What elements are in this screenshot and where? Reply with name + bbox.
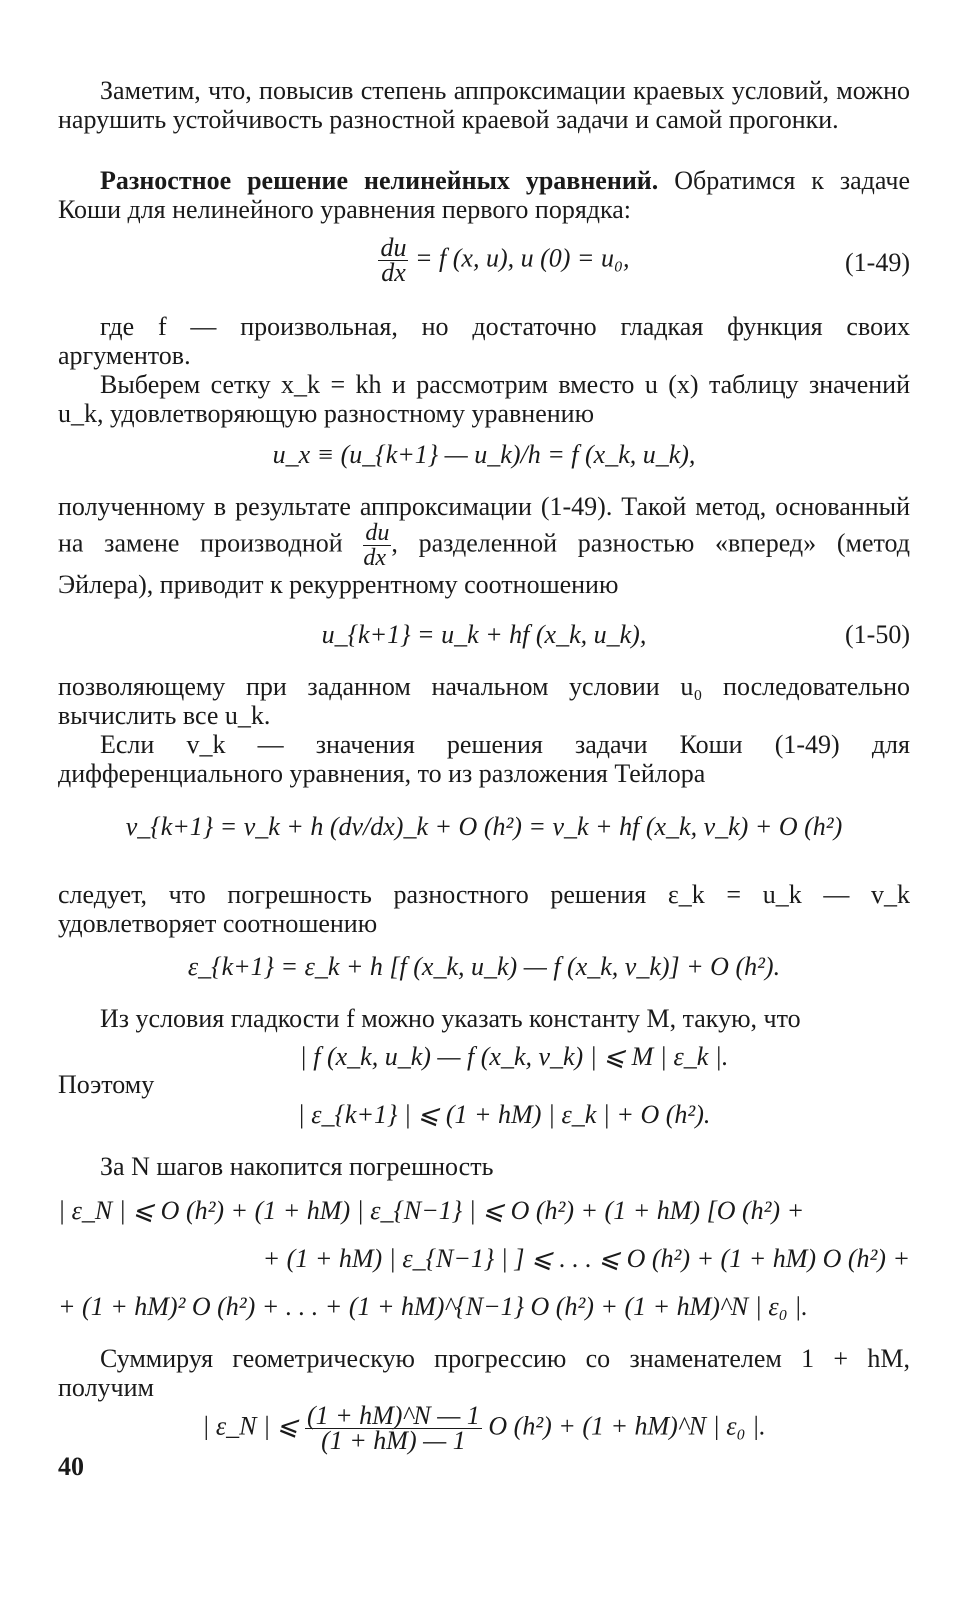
equation-chain-line-3: [58, 1292, 910, 1322]
equation-text: ε_{k+1} = ε_k + h [f (x_k, u_k) — f (x_k, v_k)] + O (h²).: [187, 952, 781, 981]
paragraph-taylor: [58, 730, 910, 788]
derivative-fraction: $\frac{du}{dx}$: [380, 233, 407, 287]
paragraph-text: следует, что погрешность разностного решения ε_k = u_k — v_k удовлетворяет соотношению: [58, 880, 910, 938]
paragraph-grid: [58, 370, 910, 428]
paragraph-text: Если v_k — значения решения задачи Коши (1-49) для дифференциального уравнения, то из разложения Тейлора: [58, 730, 910, 788]
equation-text: + (1 + hM) | ε_{N−1} | ] ⩽ . . . ⩽ O (h²) + (1 + hM) O (h²) +: [262, 1244, 910, 1273]
paragraph-text: позволяющему при заданном начальном условии u₀ последовательно вычислить все u_k.: [58, 672, 910, 730]
equation-bound: [58, 1100, 910, 1130]
paragraph-text: Обратимся к задаче Коши для нелинейного уравнения первого порядка:: [58, 166, 911, 224]
paragraph-text: Заметим, что, повысив степень аппроксимации краевых условий, можно нарушить устойчивость разностной краевой задачи и самой прогонки.: [58, 76, 910, 134]
derivative-fraction: $\frac{du}{dx}$: [363, 520, 390, 571]
paragraph-therefore: [58, 1070, 910, 1099]
paragraph-smoothness: [58, 1004, 910, 1033]
equation-text: | f (x_k, u_k) — f (x_k, v_k) | ⩽ M | ε_k |.: [299, 1042, 729, 1071]
equation-1-49: [58, 233, 910, 287]
paragraph-euler: [58, 492, 910, 599]
paragraph-nonlinear: [58, 166, 910, 224]
final-fraction: $\frac{(1 + hM)\^{}N — 1}{(1 + hM) — 1}$: [306, 1401, 480, 1455]
equation-text: | ε_N | ⩽ O (h²) + (1 + hM) | ε_{N−1} | ⩽ O (h²) + (1 + hM) [O (h²) +: [58, 1196, 805, 1225]
equation-1-50: [58, 620, 910, 650]
equation-number: (1-49): [845, 248, 910, 277]
paragraph-geometric: [58, 1344, 910, 1402]
paragraph-steps: [58, 1152, 910, 1181]
equation-text: u_x ≡ (u_{k+1} — u_k)/h = f (x_k, u_k),: [272, 440, 696, 469]
paragraph-text: полученному в результате аппроксимации (1-49). Такой метод, основанный на замене производной: [58, 492, 910, 558]
paragraph-stability-note: [58, 76, 910, 134]
equation-text: v_{k+1} = v_k + h (dv/dx)_k + O (h²) = v_k + hf (x_k, v_k) + O (h²): [125, 812, 843, 841]
equation-chain-line-1: [58, 1196, 910, 1226]
equation-taylor: [58, 812, 910, 842]
paragraph-error: [58, 880, 910, 938]
page-number: 40: [58, 1452, 84, 1481]
equation-final: [58, 1401, 910, 1455]
equation-text: u_{k+1} = u_k + hf (x_k, u_k),: [321, 620, 647, 649]
equation-error-recurrence: [58, 952, 910, 982]
equation-text: O (h²) + (1 + hM)^N | ε₀ |.: [488, 1411, 766, 1441]
paragraph-text: Выберем сетку x_k = kh и рассмотрим вместо u (x) таблицу значений u_k, удовлетворяющую разностному уравнению: [58, 370, 910, 428]
equation-chain-line-2: [58, 1244, 910, 1274]
equation-number: (1-50): [845, 620, 910, 649]
paragraph-text: , разделенной разностью «вперед» (метод Эйлера), приводит к рекуррентному соотношению: [58, 528, 911, 599]
equation-lipschitz: [58, 1042, 910, 1072]
paragraph-text: Из условия гладкости f можно указать константу M, такую, что: [100, 1004, 801, 1033]
paragraph-text: Поэтому: [58, 1070, 155, 1099]
paragraph-text: где f — произвольная, но достаточно гладкая функция своих аргументов.: [58, 312, 910, 370]
equation-text: + (1 + hM)² O (h²) + . . . + (1 + hM)^{N−1} O (h²) + (1 + hM)^N | ε₀ |.: [58, 1292, 808, 1321]
equation-text: = f (x, u), u (0) = u₀,: [414, 243, 630, 273]
equation-difference: [58, 440, 910, 470]
paragraph-f-definition: [58, 312, 910, 370]
paragraph-text: За N шагов накопится погрешность: [100, 1152, 494, 1181]
section-heading: Разностное решение нелинейных уравнений.: [100, 166, 659, 195]
paragraph-text: Суммируя геометрическую прогрессию со знаменателем 1 + hM, получим: [58, 1344, 910, 1402]
paragraph-recurrence: [58, 672, 910, 730]
equation-text: | ε_{k+1} | ⩽ (1 + hM) | ε_k | + O (h²).: [297, 1100, 711, 1129]
equation-text: | ε_N | ⩽: [202, 1411, 299, 1441]
